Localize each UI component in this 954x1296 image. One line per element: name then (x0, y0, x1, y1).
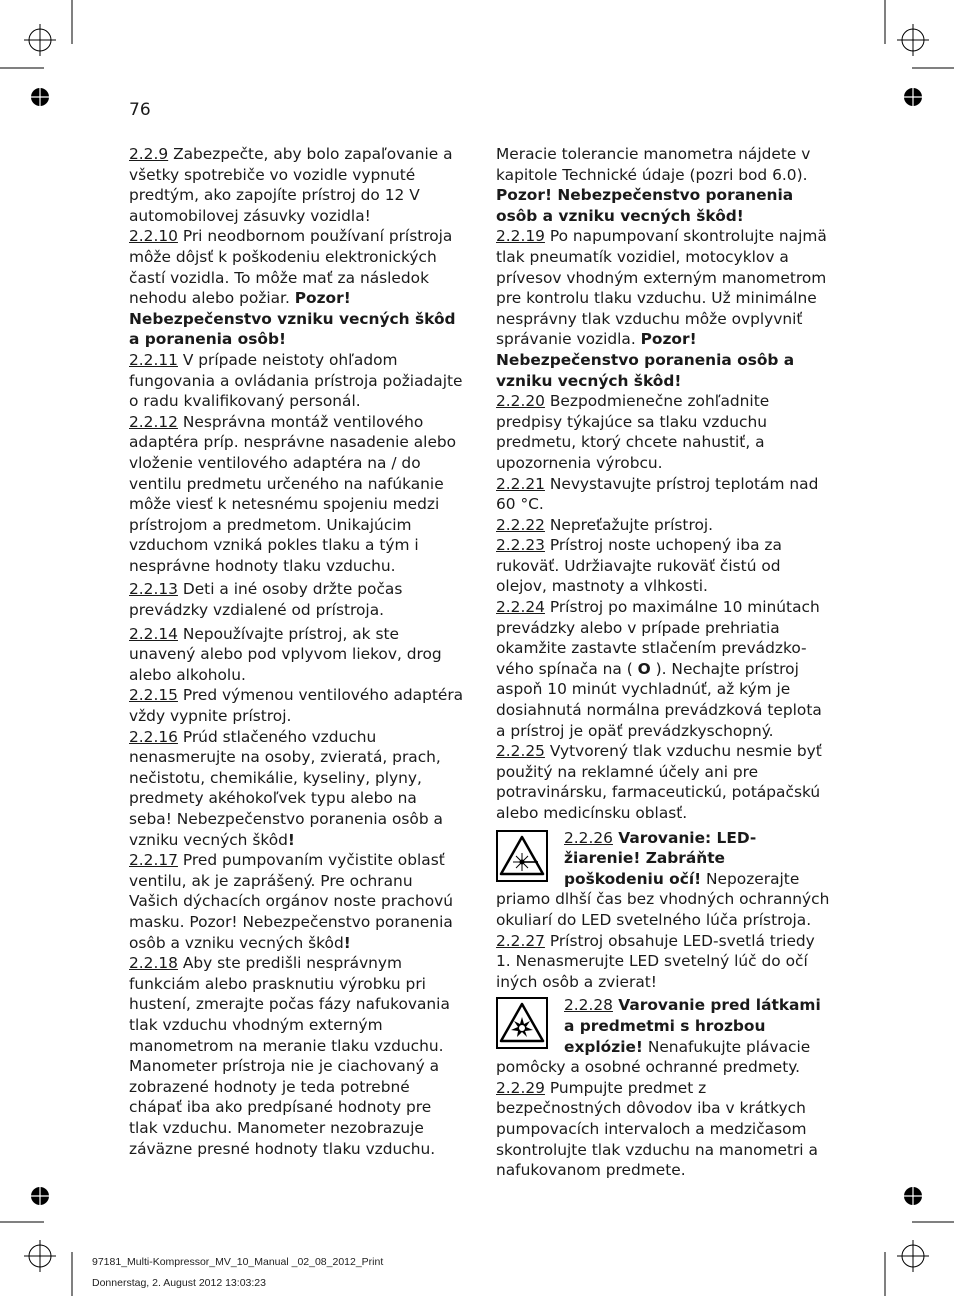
list-item: 2.2.15 Pred výmenou ventilového adaptéra vždy vypnite prístroj. (129, 686, 464, 726)
list-item: 2.2.22 Nepreťažujte prístroj. (496, 515, 714, 534)
list-item: 2.2.14 Nepoužívajte prístroj, ak ste unavený alebo pod vplyvom liekov, drog alebo alkoholu. (129, 624, 442, 684)
footer-filename: 97181_Multi-Kompressor_MV_10_Manual _02_08_2012_Print (92, 1256, 384, 1268)
list-item: 2.2.20 Bezpodmienečne zohľadnite predpisy týkajúce sa tlaku vzduchu predmetu, ktorý chcete nahustiť, a upozornenia výrobcu. (496, 392, 770, 472)
list-item: 2.2.17 Pred pumpovaním vyčistite oblasť ventilu, ak je zaprášený. Pre ochranu Vašich dýchacích orgánov noste prachovú masku. Pozor! Nebezpečenstvo poranenia osôb a vzniku vecných škôd! (129, 851, 453, 952)
explosive-warning: 2.2.28 Varovanie pred látkami a predmetmi s hrozbou explózie! Nenafukujte plávacie pomôcky a osobné ochranné predmety. (496, 996, 821, 1077)
list-item: 2.2.12 Nesprávna montáž ventilového adaptéra príp. nesprávne nasadenie alebo vloženie ventilového adaptéra na / do ventilu predmetu určeného na nafúkanie môže viesť k netesnému spojeniu medzi prístrojom a predmetom. Unikajúcim vzduchom vzniká pokles tlaku a tým i nesprávne hodnoty tlaku vzduchu. (129, 412, 457, 575)
list-item: 2.2.19 Po napumpovaní skontrolujte najmä tlak pneumatík vozidiel, motocyklov a prívesov vhodným externým manometrom pre kontrolu tlaku vzduchu. Už minimálne nesprávny tlak vzduchu môže ovplyvniť správanie vozidla. Pozor! Nebezpečenstvo poranenia osôb a vzniku vecných škôd! (496, 227, 827, 390)
registration-mark-icon (24, 1240, 56, 1272)
list-item: 2.2.9 Zabezpečte, aby bolo zapaľovanie a všetky spotrebiče vo vozidle vypnuté predtým, ako zapojíte prístroj do 12 V automobilovej zásuvky vozidla! (129, 145, 453, 225)
registration-mark-icon (897, 1240, 929, 1272)
intro-text: Meracie tolerancie manometra nájdete v kapitole Technické údaje (pozri bod 6.0). Pozor! Nebezpečenstvo poranenia osôb a vzniku vecných škôd! (496, 145, 811, 225)
list-item: 2.2.21 Nevystavujte prístroj teplotám nad 60 °C. (496, 474, 819, 514)
laser-warning-icon (496, 830, 548, 882)
left-column (129, 144, 464, 1159)
registration-mark-icon (897, 24, 929, 56)
list-item: 2.2.29 Pumpujte predmet z bezpečnostných dôvodov iba v krátkych pumpovacích intervaloch a medzičasom skontrolujte tlak vzduchu na manometri a nafukovanom predmete. (496, 1078, 818, 1180)
right-column (496, 144, 830, 1181)
footer-date: Donnerstag, 2. August 2012 13:03:23 (92, 1277, 266, 1289)
list-item: 2.2.23 Prístroj noste uchopený iba za rukoväť. Udržiavajte rukoväť čistú od olejov, mastnoty a vlhkosti. (496, 536, 782, 596)
explosive-warning-icon (496, 997, 548, 1049)
list-item: 2.2.18 Aby ste predišli nesprávnym funkciám alebo prasknutiu výrobku pri hustení, zmerajte počas fázy nafukovania tlak vzduchu vhodným externým manometrom na meranie tlaku vzduchu. Manometer prístroja nie je ciachovaný a zobrazené hodnoty je teda potrebné chápať iba ako predpísané hodnoty pre tlak vzduchu. Manometer nezobrazuje záväzne presné hodnoty tlaku vzduchu. (129, 954, 450, 1158)
list-item: 2.2.27 Prístroj obsahuje LED-svetlá triedy 1. Nenasmerujte LED svetelný lúč do očí iných osôb a zvierat! (496, 931, 815, 991)
list-item: 2.2.11 V prípade neistoty ohľadom fungovania a ovládania prístroja požiadajte o radu kvalifikovaný personál. (129, 350, 463, 411)
list-item: 2.2.13 Deti a iné osoby držte počas prevádzky vzdialené od prístroja. (129, 580, 403, 620)
list-item: 2.2.24 Prístroj po maximálne 10 minútach prevádzky alebo v prípade prehriatia okamžite zastavte stlačením prevádzko-vého spínača na ( O ). Nechajte prístroj aspoň 10 minút vychladnúť, až kým je dosiahnutá normálna prevádzková teplota a prístroj je opäť prevádzkyschopný. (496, 598, 822, 740)
list-item: 2.2.16 Prúd stlačeného vzduchu nenasmerujte na osoby, zvieratá, prach, nečistotu, chemikálie, kyseliny, plyny, predmety akéhokoľvek typu alebo na seba! Nebezpečenstvo poranenia osôb a vzniku vecných škôd! (129, 727, 443, 849)
registration-mark-icon (24, 24, 56, 56)
page-number: 76 (129, 100, 151, 120)
list-item: 2.2.25 Vytvorený tlak vzduchu nesmie byť použitý na reklamné účely ani pre potravinársku, farmaceutickú, potápačskú alebo medicínsku oblasť. (496, 742, 822, 822)
list-item: 2.2.10 Pri neodbornom používaní prístroja môže dôjsť k poškodeniu elektronických častí vozidla. To môže mať za následok nehodu alebo požiar. Pozor! Nebezpečenstvo vzniku vecných škôd a poranenia osôb! (129, 227, 456, 349)
led-warning: 2.2.26 Varovanie: LED-žiarenie! Zabráňte poškodeniu očí! Nepozerajte priamo dlhší čas bez vhodných ochranných okuliarí do LED svetelného lúča prístroja. (496, 828, 830, 929)
